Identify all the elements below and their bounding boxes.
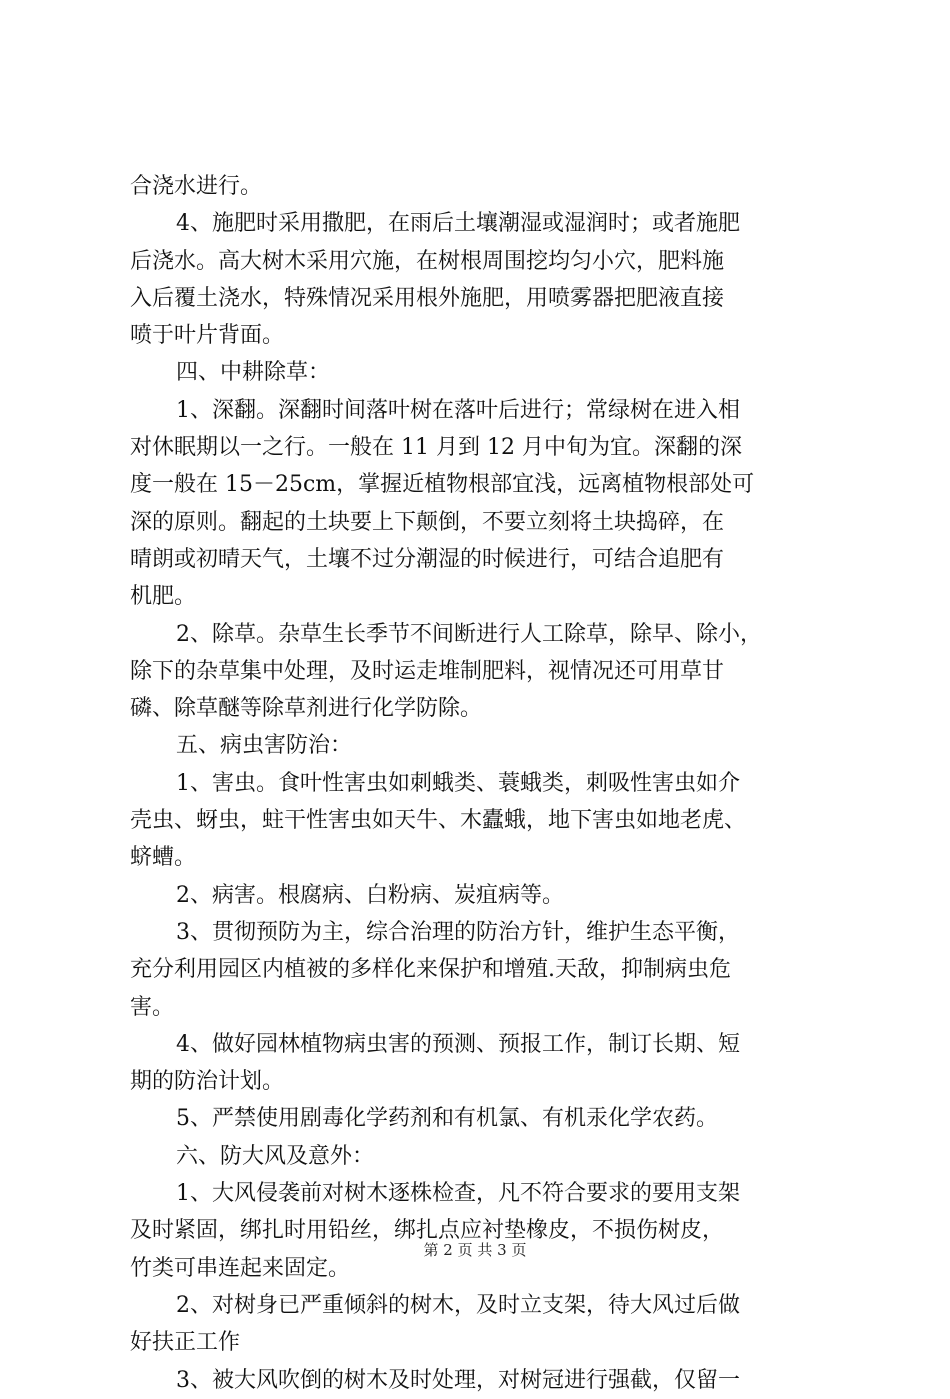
text-line: 度一般在 15－25cm，掌握近植物根部宜浅，远离植物根部处可 xyxy=(130,472,755,498)
page-footer: 第 2 页 共 3 页 xyxy=(423,1241,527,1259)
text-line: 期的防治计划。 xyxy=(130,1069,285,1095)
text-line: 深的原则。翻起的土块要上下颠倒，不要立刻将土块捣碎，在 xyxy=(130,509,725,535)
text-line: 1、害虫。食叶性害虫如刺蛾类、蓑蛾类，刺吸性害虫如介 xyxy=(176,770,740,796)
text-line: 及时紧固，绑扎时用铅丝，绑扎点应衬垫橡皮，不损伤树皮， xyxy=(130,1218,725,1244)
text-line: 磷、除草醚等除草剂进行化学防除。 xyxy=(130,696,483,722)
text-line: 对休眠期以一之行。一般在 11 月到 12 月中旬为宜。深翻的深 xyxy=(130,435,742,461)
text-line: 1、深翻。深翻时间落叶树在落叶后进行；常绿树在进入相 xyxy=(176,397,740,423)
text-line: 5、严禁使用剧毒化学药剂和有机氯、有机汞化学农药。 xyxy=(176,1106,718,1132)
text-line: 六、防大风及意外： xyxy=(176,1143,375,1169)
text-line: 2、除草。杂草生长季节不间断进行人工除草，除早、除小， xyxy=(176,621,762,647)
document-body xyxy=(130,168,830,1399)
text-line: 3、贯彻预防为主，综合治理的防治方针，维护生态平衡， xyxy=(176,919,740,945)
text-line: 蛴螬。 xyxy=(130,845,197,871)
text-line: 充分利用园区内植被的多样化来保护和增殖.天敌，抑制病虫危 xyxy=(130,957,731,983)
text-line: 2、对树身已严重倾斜的树木，及时立支架，待大风过后做 xyxy=(176,1292,740,1318)
text-line: 4、做好园林植物病虫害的预测、预报工作，制订长期、短 xyxy=(176,1031,740,1057)
text-line: 机肥。 xyxy=(130,584,197,610)
text-line: 竹类可串连起来固定。 xyxy=(130,1255,351,1281)
text-line: 四、中耕除草： xyxy=(176,360,331,386)
text-line: 好扶正工作 xyxy=(130,1330,241,1356)
text-line: 害。 xyxy=(130,994,175,1020)
text-line: 入后覆土浇水，特殊情况采用根外施肥，用喷雾器把肥液直接 xyxy=(130,285,725,311)
text-line: 3、被大风吹倒的树木及时处理，对树冠进行强截，仅留一 xyxy=(176,1367,740,1393)
text-line: 后浇水。高大树木采用穴施，在树根周围挖均匀小穴，肥料施 xyxy=(130,248,725,274)
text-line: 2、病害。根腐病、白粉病、炭疽病等。 xyxy=(176,882,564,908)
text-line: 1、大风侵袭前对树木逐株检查，凡不符合要求的要用支架 xyxy=(176,1181,740,1207)
text-line: 4、施肥时采用撒肥，在雨后土壤潮湿或湿润时；或者施肥 xyxy=(176,211,740,237)
text-line: 喷于叶片背面。 xyxy=(130,323,285,349)
text-line: 五、病虫害防治： xyxy=(176,733,353,759)
text-line: 除下的杂草集中处理，及时运走堆制肥料，视情况还可用草甘 xyxy=(130,658,725,684)
text-line: 壳虫、蚜虫，蛀干性害虫如天牛、木蠹蛾，地下害虫如地老虎、 xyxy=(130,808,747,834)
text-line: 晴朗或初晴天气，土壤不过分潮湿的时候进行，可结合追肥有 xyxy=(130,546,725,572)
text-line: 合浇水进行。 xyxy=(130,174,263,199)
